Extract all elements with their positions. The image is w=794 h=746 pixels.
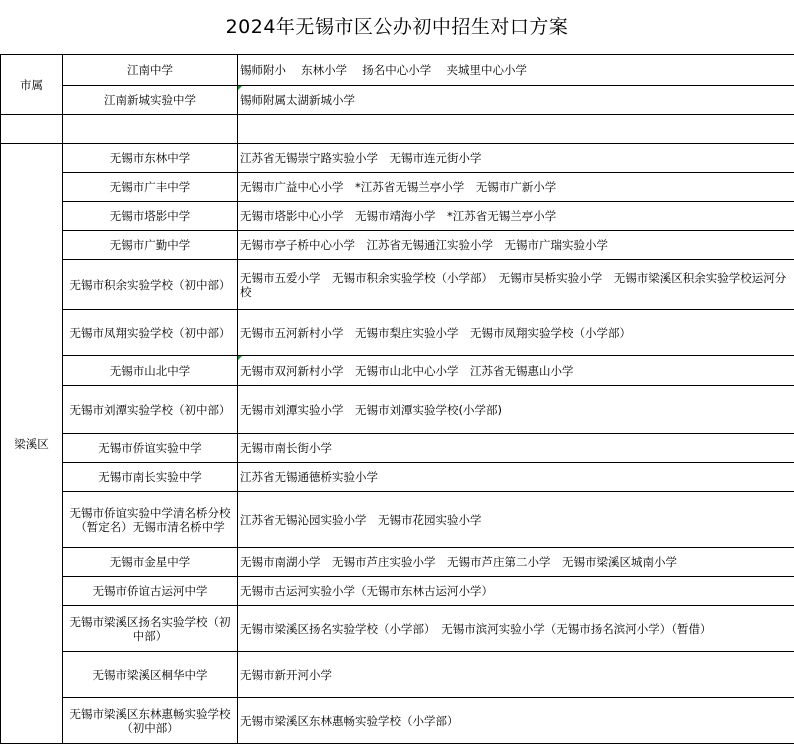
page-title: 2024年无锡市区公办初中招生对口方案 <box>225 16 569 38</box>
feeder-schools: 无锡市梁溪区东林惠畅实验学校（小学部） <box>238 698 794 744</box>
feeder-schools: 无锡市亭子桥中心小学 江苏省无锡通江实验小学 无锡市广瑞实验小学 <box>238 231 794 260</box>
school-name: 无锡市侨谊实验中学 <box>63 434 238 463</box>
feeder-schools: 江苏省无锡沁园实验小学 无锡市花园实验小学 <box>238 492 794 548</box>
table-row <box>1 386 794 434</box>
table-row <box>1 577 794 606</box>
school-name: 无锡市广丰中学 <box>63 173 238 202</box>
feeder-schools: 无锡市双河新村小学 无锡市山北中心小学 江苏省无锡惠山小学 <box>238 356 794 386</box>
table-row <box>1 202 794 231</box>
feeder-schools: 无锡市南湖小学 无锡市芦庄实验小学 无锡市芦庄第二小学 无锡市梁溪区城南小学 <box>238 548 794 577</box>
school-name: 江南中学 <box>63 55 238 86</box>
feeder-schools: 江苏省无锡通德桥实验小学 <box>238 463 794 492</box>
school-name: 无锡市刘潭实验学校（初中部） <box>63 386 238 434</box>
table-row <box>1 698 794 744</box>
table-row <box>1 310 794 356</box>
table-row <box>1 652 794 698</box>
feeder-schools: 锡师附小 东林小学 扬名中心小学 夹城里中心小学 <box>238 55 794 86</box>
school-name: 无锡市塔影中学 <box>63 202 238 231</box>
table-row <box>1 260 794 310</box>
feeder-schools: 江苏省无锡崇宁路实验小学 无锡市连元街小学 <box>238 144 794 173</box>
school-name: 江南新城实验中学 <box>63 86 238 115</box>
school-name: 无锡市梁溪区桐华中学 <box>63 652 238 698</box>
district-liangxi: 梁溪区 <box>1 144 63 744</box>
school-name: 无锡市积余实验学校（初中部） <box>63 260 238 310</box>
school-name: 无锡市东林中学 <box>63 144 238 173</box>
school-name: 无锡市侨谊古运河中学 <box>63 577 238 606</box>
school-name: 无锡市梁溪区东林惠畅实验学校（初中部） <box>63 698 238 744</box>
feeder-schools: 无锡市塔影中心小学 无锡市靖海小学 *江苏省无锡兰亭小学 <box>238 202 794 231</box>
table-row <box>1 463 794 492</box>
enrollment-table <box>0 54 794 744</box>
school-name: 无锡市侨谊实验中学清名桥分校（暂定名）无锡市清名桥中学 <box>63 492 238 548</box>
feeder-schools: 无锡市南长街小学 <box>238 434 794 463</box>
table-row <box>1 115 794 144</box>
feeder-schools: 无锡市广益中心小学 *江苏省无锡兰亭小学 无锡市广新小学 <box>238 173 794 202</box>
feeder-schools: 无锡市新开河小学 <box>238 652 794 698</box>
school-name: 无锡市凤翔实验学校（初中部） <box>63 310 238 356</box>
school-name <box>63 115 238 144</box>
school-name: 无锡市山北中学 <box>63 356 238 386</box>
table-row <box>1 356 794 386</box>
feeder-schools: 无锡市梁溪区扬名实验学校（小学部） 无锡市滨河实验小学（无锡市扬名滨河小学）（暂借） <box>238 606 794 652</box>
district-municipal: 市属 <box>1 55 63 115</box>
table-row <box>1 492 794 548</box>
district-empty <box>1 115 63 144</box>
table-row <box>1 173 794 202</box>
table-row <box>1 86 794 115</box>
school-name: 无锡市金星中学 <box>63 548 238 577</box>
feeder-schools: 无锡市古运河实验小学（无锡市东林古运河小学） <box>238 577 794 606</box>
table-row <box>1 231 794 260</box>
feeder-schools: 无锡市五河新村小学 无锡市梨庄实验小学 无锡市凤翔实验学校（小学部） <box>238 310 794 356</box>
school-name: 无锡市广勤中学 <box>63 231 238 260</box>
school-name: 无锡市南长实验中学 <box>63 463 238 492</box>
school-name: 无锡市梁溪区扬名实验学校（初中部） <box>63 606 238 652</box>
table-row <box>1 144 794 173</box>
feeder-schools <box>238 115 794 144</box>
table-row <box>1 548 794 577</box>
table-row <box>1 434 794 463</box>
table-row <box>1 55 794 86</box>
feeder-schools: 无锡市刘潭实验小学 无锡市刘潭实验学校(小学部) <box>238 386 794 434</box>
feeder-schools: 锡师附属太湖新城小学 <box>238 86 794 115</box>
table-row <box>1 606 794 652</box>
feeder-schools: 无锡市五爱小学 无锡市积余实验学校（小学部） 无锡市吴桥实验小学 无锡市梁溪区积余实验学校运河分校 <box>238 260 794 310</box>
